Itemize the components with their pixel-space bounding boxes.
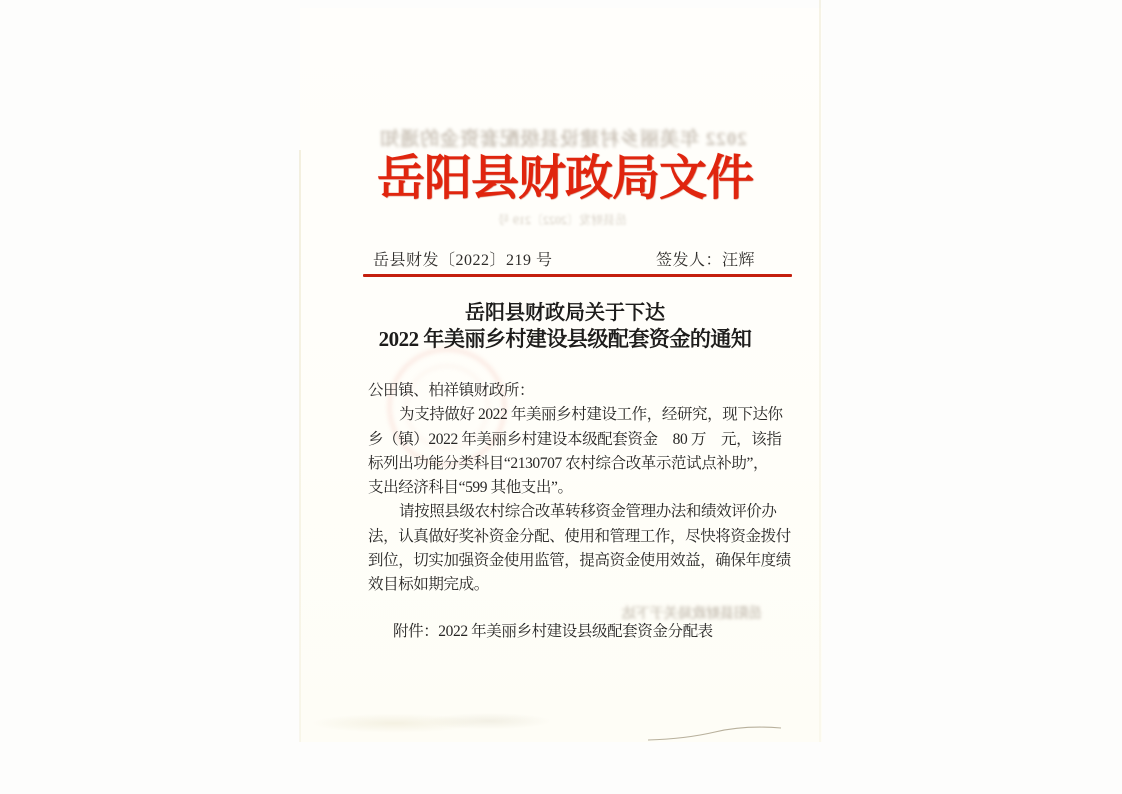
notice-title — [345, 300, 785, 353]
bleedthrough-text-bottom: 岳阳县财政局关于下达 — [622, 607, 762, 622]
body-line: 法，认真做好奖补资金分配、使用和管理工作，尽快将资金拨付 — [368, 527, 791, 545]
body-line: 到位，切实加强资金使用监管，提高资金使用效益，确保年度绩 — [368, 552, 791, 570]
body-line: 支出经济科目“599 其他支出”。 — [368, 479, 573, 497]
document-number: 岳县财发〔2022〕219 号 — [373, 252, 553, 269]
body-line: 请按照县级农村综合改革转移资金管理办法和绩效评价办 — [399, 503, 777, 521]
letterhead-title: 岳阳县财政局文件 — [376, 152, 753, 205]
bleedthrough-text-top: 2022 年美丽乡村建设县级配套资金的通知 — [379, 129, 747, 150]
notice-title-line1: 岳阳县财政局关于下达 — [465, 302, 665, 324]
body-line: 乡（镇）2022 年美丽乡村建设本级配套资金 80 万 元，该指 — [368, 430, 782, 448]
red-divider-line — [363, 274, 792, 277]
attachment-line: 附件：2022 年美丽乡村建设县级配套资金分配表 — [393, 623, 713, 640]
document-number-row — [0, 247, 1122, 269]
body-line: 效目标如期完成。 — [368, 576, 489, 594]
signer-name: 签发人：汪辉 — [656, 252, 756, 269]
salutation: 公田镇、柏祥镇财政所： — [368, 382, 535, 399]
notice-body — [368, 379, 791, 598]
bleedthrough-text-mid: 岳县财发〔2022〕219 号 — [498, 213, 628, 227]
body-line: 标列出功能分类科目“2130707 农村综合改革示范试点补助”， — [368, 454, 769, 472]
notice-title-line2: 2022 年美丽乡村建设县级配套资金的通知 — [378, 327, 752, 351]
body-line: 为支持做好 2022 年美丽乡村建设工作，经研究，现下达你 — [399, 406, 783, 424]
